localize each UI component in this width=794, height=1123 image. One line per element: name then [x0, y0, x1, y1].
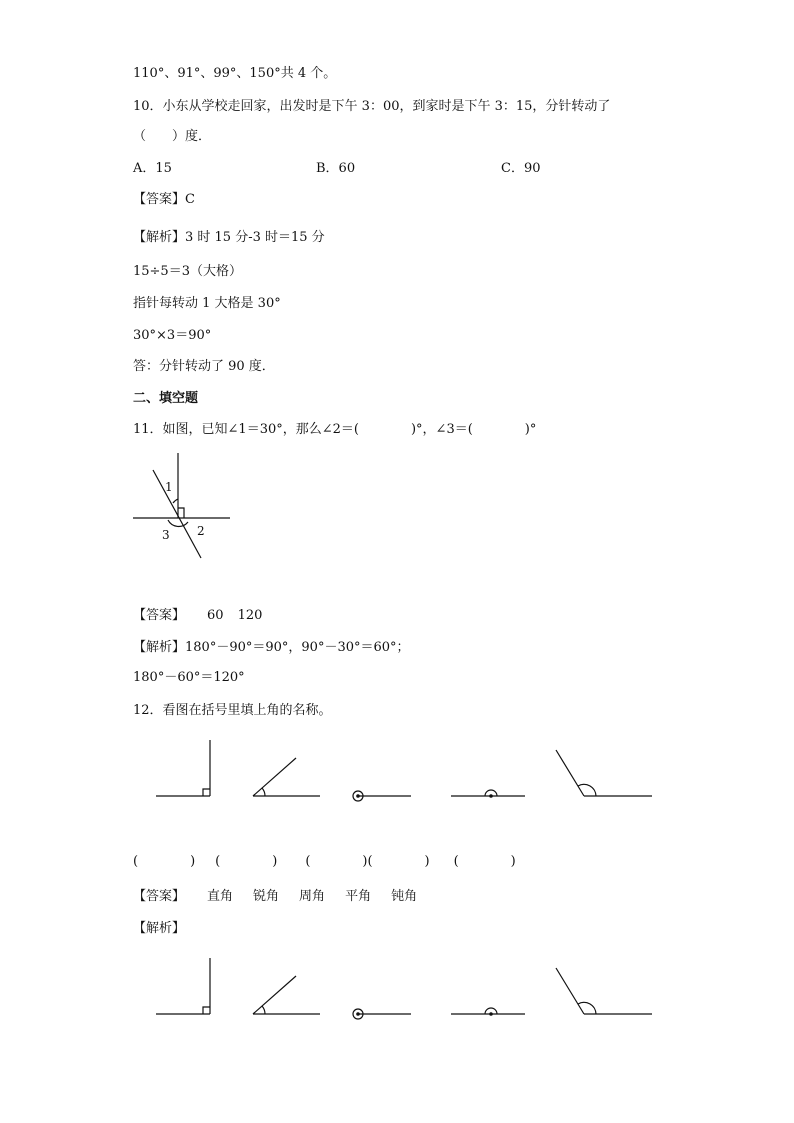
right-angle-figure [156, 740, 210, 796]
q10-option-b: B．60 [316, 161, 356, 176]
answer-blank[interactable]: ( ) [215, 854, 278, 869]
answer-blank[interactable]: ( ) [133, 854, 196, 869]
answer-value: 120 [237, 608, 263, 623]
q11-answer [133, 606, 262, 626]
answer-value: 直角 [207, 889, 234, 904]
answer-blank[interactable]: ( ) [453, 854, 516, 869]
q12-angle-figures [150, 735, 660, 805]
q12-answer [133, 887, 417, 907]
angle-1-arc [173, 499, 178, 503]
obtuse-angle-figure [556, 968, 652, 1014]
angle-label-2: 2 [197, 524, 205, 538]
full-angle-figure [353, 791, 411, 801]
answer-blank[interactable]: ( )( ) [305, 854, 430, 869]
answer-label: 【答案】 [133, 608, 186, 623]
q10-answer: 【答案】C [133, 192, 195, 207]
obtuse-angle-figure [556, 750, 652, 796]
q9-tail-text: 110°、91°、99°、150°共 4 个。 [133, 66, 337, 81]
angle-label-3: 3 [162, 528, 170, 542]
straight-angle-figure [451, 790, 525, 798]
straight-angle-figure [451, 1008, 525, 1016]
angle-label-1: 1 [165, 480, 173, 494]
q10-analysis-line: 15÷5＝3（大格） [133, 264, 242, 279]
q11-angle-figure [130, 450, 240, 565]
full-angle-figure [353, 1009, 411, 1019]
right-angle-figure [156, 958, 210, 1014]
q10-option-a: A．15 [133, 161, 172, 176]
q11-analysis-line: 180°－60°＝120° [133, 670, 245, 685]
q12-analysis-label: 【解析】 [133, 921, 186, 936]
answer-value: 钝角 [391, 889, 418, 904]
answer-value: 周角 [299, 889, 326, 904]
q10-analysis-line: 指针每转动 1 大格是 30° [133, 296, 281, 311]
q11-stem: 11．如图，已知∠1＝30°，那么∠2＝( )°，∠3＝( )° [133, 422, 537, 437]
answer-value: 锐角 [253, 889, 280, 904]
angle-3-arc [168, 520, 188, 526]
section-title: 二、填空题 [133, 391, 199, 406]
q12-blanks-row [133, 852, 516, 872]
q10-analysis-line: 【解析】3 时 15 分-3 时＝15 分 [133, 230, 325, 245]
q10-analysis-line: 答：分针转动了 90 度． [133, 359, 275, 374]
q10-analysis-line: 30°×3＝90° [133, 328, 212, 343]
q12-stem: 12．看图在括号里填上角的名称。 [133, 703, 332, 718]
acute-angle-figure [253, 758, 320, 796]
answer-value: 平角 [345, 889, 372, 904]
answer-value: 60 [207, 608, 224, 623]
q12-analysis-angle-figures [150, 953, 660, 1023]
q10-stem-line1: 10．小东从学校走回家，出发时是下午 3：00，到家时是下午 3：15，分针转动了 [133, 99, 611, 114]
answer-label: 【答案】 [133, 889, 186, 904]
q10-option-c: C．90 [501, 161, 541, 176]
slanted-line [153, 470, 201, 558]
q11-analysis-line: 【解析】180°－90°＝90°，90°－30°＝60°； [133, 640, 410, 655]
acute-angle-figure [253, 976, 320, 1014]
q10-stem-line2: （ ）度． [133, 129, 212, 144]
